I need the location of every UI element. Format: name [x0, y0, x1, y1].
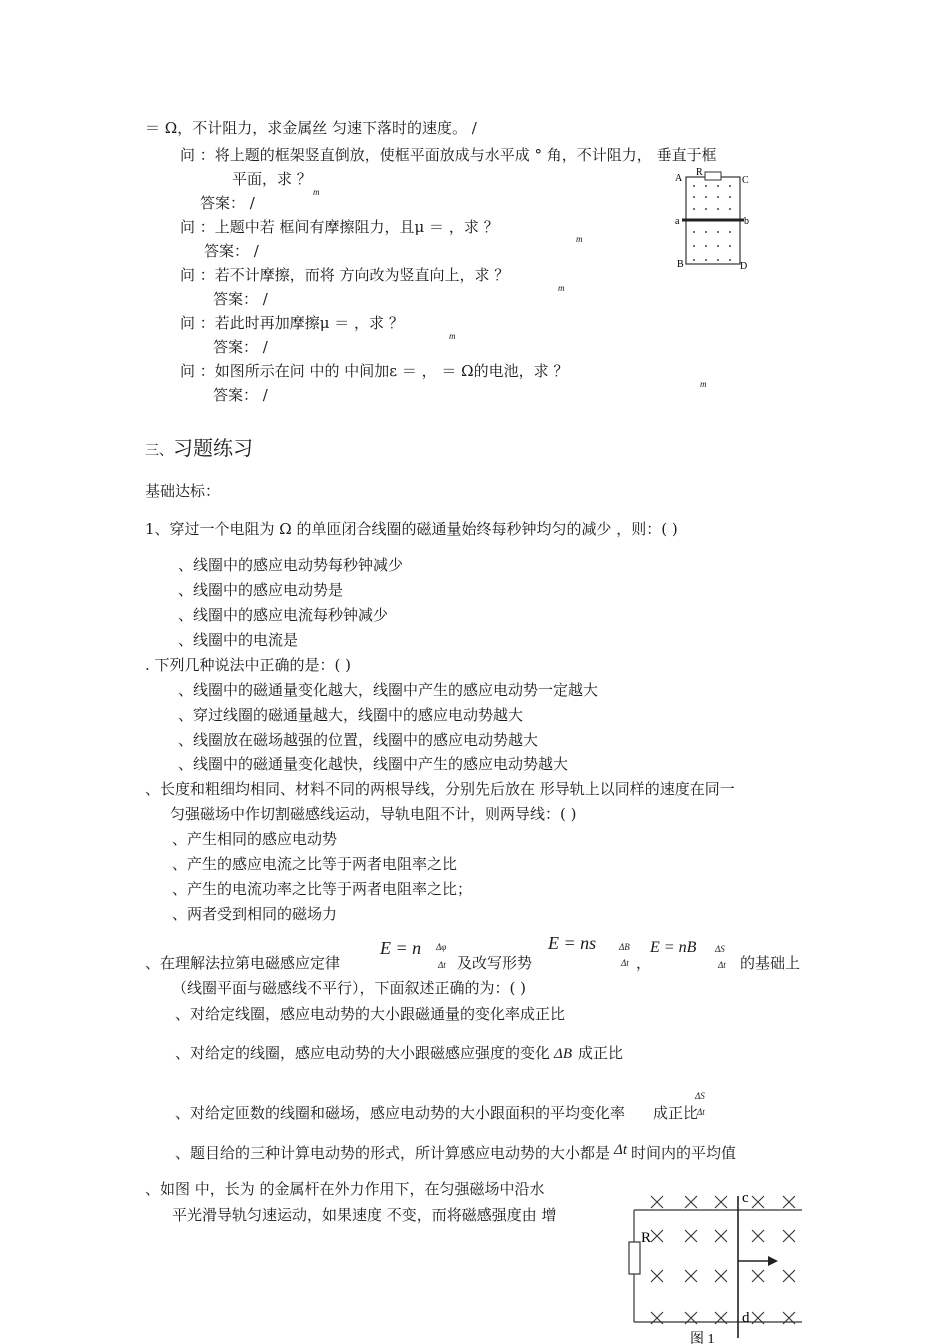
- answer-5: 答案： /: [213, 386, 268, 404]
- answer-1: 答案： /: [200, 194, 255, 212]
- question-5: 问 ：如图所示在问 中的 中间加ε ＝ ， ＝ Ω的电池，求 ？: [180, 362, 569, 380]
- question-2: 问 ：上题中若 框间有摩擦阻力，且μ ＝ ，求 ？: [180, 218, 499, 236]
- delta-t-symbol: Δt: [614, 1142, 627, 1158]
- formula-1-numerator: Δφ: [436, 942, 447, 952]
- figure-caption: 图 1: [690, 1332, 715, 1344]
- line-resistance-speed: ＝ Ω，不计阻力，求金属丝 匀速下落时的速度。 /: [145, 119, 477, 137]
- problem-1-option-b: 、线圈中的感应电动势是: [178, 581, 344, 599]
- formula-3-main: E = nB: [650, 939, 697, 956]
- label-A: A: [675, 173, 683, 184]
- problem-2-option-c: 、线圈放在磁场越强的位置，线圈中的感应电动势越大: [178, 731, 539, 749]
- problem-2-option-a: 、线圈中的磁通量变化越大，线圈中产生的感应电动势一定越大: [178, 681, 599, 699]
- problem-1-option-c: 、线圈中的感应电流每秒钟减少: [178, 606, 389, 624]
- problem-2-option-b: 、穿过线圈的磁通量越大，线圈中的感应电动势越大: [178, 706, 524, 724]
- problem-3-stem-line1: 、长度和粗细均相同、材料不同的两根导线，分别先后放在 形导轨上以同样的速度在同一: [145, 780, 735, 798]
- option-b-tail: 成正比: [577, 1044, 623, 1062]
- label-B: B: [677, 259, 684, 270]
- option-c-text: 、对给定匝数的线圈和磁场，感应电动势的大小跟面积的平均变化率: [175, 1104, 626, 1122]
- label-a: a: [675, 216, 680, 227]
- label-R: R: [696, 167, 703, 178]
- problem-1-option-a: 、线圈中的感应电动势每秒钟减少: [178, 556, 404, 574]
- problem-4-option-b: [175, 1044, 623, 1063]
- problem-3-stem-line2: 匀强磁场中作切割磁感线运动，导轨电阻不计，则两导线：( ): [170, 805, 577, 823]
- option-d-tail: 时间内的平均值: [631, 1144, 737, 1162]
- label-b: b: [744, 216, 749, 227]
- section-title: 习题练习: [173, 436, 253, 460]
- subscript-m: m: [576, 234, 583, 244]
- question-3: 问 ：若不计摩擦，而将 方向改为竖直向上，求 ？: [180, 266, 510, 284]
- formula-3-denominator: Δt: [718, 960, 726, 970]
- answer-4: 答案： /: [213, 338, 268, 356]
- problem-4-stem-line2: （线圈平面与磁感线不平行），下面叙述正确的为：( ): [172, 979, 526, 997]
- problem-4-stem-b: 及改写形势: [457, 954, 533, 972]
- frame-diagram: [674, 166, 754, 274]
- problem-5-stem-line2: 平光滑导轨匀速运动，如果速度 不变，而将磁感强度由 增: [172, 1206, 557, 1224]
- subscript-m: m: [700, 379, 707, 389]
- section-heading: [145, 436, 253, 463]
- formula-3-numerator: ΔS: [715, 944, 725, 954]
- formula-1-denominator: Δt: [438, 960, 446, 970]
- answer-3: 答案： /: [213, 290, 268, 308]
- problem-4-stem-a: 、在理解法拉第电磁感应定律: [145, 954, 341, 972]
- figure-1-magnetic-field: [620, 1186, 815, 1344]
- problem-3-option-d: 、两者受到相同的磁场力: [172, 905, 338, 923]
- problem-4-stem-c: ，: [636, 954, 652, 972]
- basic-label: 基础达标：: [145, 482, 221, 500]
- option-c-frac-numerator: ΔS: [695, 1091, 705, 1101]
- problem-1-option-d: 、线圈中的电流是: [178, 631, 299, 649]
- problem-5-stem-line1: 、如图 中，长为 的金属杆在外力作用下，在匀强磁场中沿水: [145, 1180, 545, 1198]
- formula-e-n-dphi: [380, 938, 421, 959]
- label-R: R: [641, 1230, 652, 1246]
- formula-2-numerator: ΔB: [619, 942, 630, 952]
- problem-3-option-b: 、产生的感应电流之比等于两者电阻率之比: [172, 855, 458, 873]
- question-1-line1: 问 ：将上题的框架竖直倒放，使框平面放成与水平成 ° 角，不计阻力， 垂直于框: [180, 146, 717, 164]
- answer-2: 答案： /: [204, 242, 259, 260]
- label-C: C: [742, 175, 749, 186]
- label-D: D: [740, 261, 748, 272]
- label-c: c: [742, 1190, 749, 1206]
- problem-4-option-c: [175, 1104, 698, 1122]
- formula-e-nb-ds: [650, 939, 696, 957]
- option-c-frac-denominator: Δt: [697, 1107, 705, 1117]
- problem-3-option-c: 、产生的电流功率之比等于两者电阻率之比；: [172, 880, 473, 898]
- formula-e-ns-db: [548, 933, 596, 954]
- problem-2-option-d: 、线圈中的磁通量变化越快，线圈中产生的感应电动势越大: [178, 755, 569, 773]
- formula-2-denominator: Δt: [621, 958, 629, 968]
- option-c-tail: 成正比: [653, 1104, 699, 1122]
- problem-4-option-d: [175, 1144, 736, 1163]
- formula-1-main: E = n: [380, 938, 422, 958]
- problem-1-stem: 1、穿过一个电阻为 Ω 的单匝闭合线圈的磁通量始终每秒钟均匀的减少 ，则：( ): [145, 520, 678, 538]
- subscript-m: m: [558, 283, 565, 293]
- subscript-m: m: [449, 331, 456, 341]
- problem-4-option-a: 、对给定线圈，感应电动势的大小跟磁通量的变化率成正比: [175, 1005, 566, 1023]
- delta-b-symbol: ΔB: [554, 1046, 572, 1062]
- section-prefix: 三、: [145, 443, 173, 459]
- subscript-m: m: [313, 187, 320, 197]
- problem-4-stem-d: 的基础上: [740, 954, 801, 972]
- option-d-text: 、题目给的三种计算电动势的形式，所计算感应电动势的大小都是: [175, 1144, 611, 1162]
- question-4: 问 ：若此时再加摩擦μ ＝ ，求 ？: [180, 314, 404, 332]
- label-d: d: [742, 1310, 750, 1326]
- option-b-text: 、对给定的线圈，感应电动势的大小跟磁感应强度的变化: [175, 1044, 551, 1062]
- formula-2-main: E = ns: [548, 933, 597, 953]
- problem-2-stem: . 下列几种说法中正确的是：( ): [145, 656, 352, 674]
- question-1-line2: 平面，求 ？: [232, 170, 312, 188]
- problem-3-option-a: 、产生相同的感应电动势: [172, 830, 338, 848]
